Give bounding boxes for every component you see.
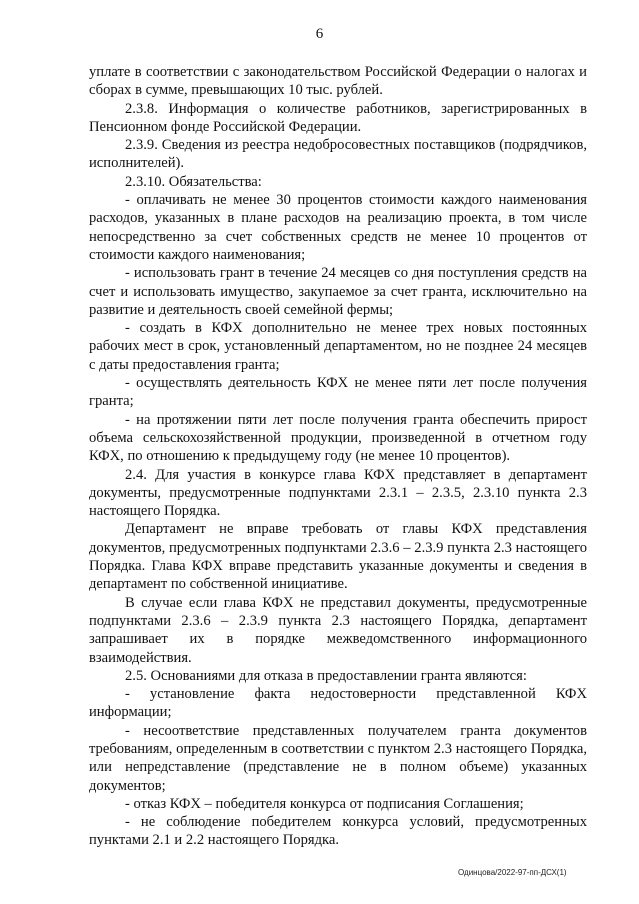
document-body [89, 63, 587, 850]
paragraph: 2.3.9. Сведения из реестра недобросовестных поставщиков (подрядчиков, исполнителей). [89, 137, 587, 172]
list-item: - создать в КФХ дополнительно не менее трех новых постоянных рабочих мест в срок, установленный департаментом, но не позднее 24 месяцев с даты предоставления гранта; [89, 320, 587, 373]
paragraph: уплате в соответствии с законодательством Российской Федерации о налогах и сборах в сумме, превышающих 10 тыс. рублей. [89, 64, 587, 99]
list-item: - установление факта недостоверности представленной КФХ информации; [89, 686, 587, 721]
paragraph: Департамент не вправе требовать от главы КФХ представления документов, предусмотренных подпунктами 2.3.6 – 2.3.9 пункта 2.3 настоящего Порядка. Глава КФХ вправе представить указанные документы и сведения в департамент по собственной инициативе. [89, 521, 587, 593]
list-item: - отказ КФХ – победителя конкурса от подписания Соглашения; [125, 795, 524, 812]
list-item: - использовать грант в течение 24 месяцев со дня поступления средств на счет и использовать имущество, закупаемое за счет гранта, исключительно на развитие и деятельность своей семейной фермы; [89, 265, 587, 318]
paragraph: В случае если глава КФХ не представил документы, предусмотренные подпунктами 2.3.6 – 2.3.9 пункта 2.3 настоящего Порядка, департамент запрашивает их в порядке межведомственного информационного взаимодействия. [89, 594, 587, 666]
list-item: - оплачивать не менее 30 процентов стоимости каждого наименования расходов, указанных в плане расходов на реализацию проекта, в том числе непосредственно за счет собственных средств не менее 10 процентов от стоимости каждого наименования; [89, 192, 587, 263]
document-footer-code: Одинцова/2022-97-пп-ДСХ(1) [458, 868, 567, 877]
list-item: - несоответствие представленных получателем гранта документов требованиям, определенным в соответствии с пунктом 2.3 настоящего Порядка, или непредставление (представление не в полном объеме) указанных документов; [89, 722, 587, 794]
paragraph: 2.3.10. Обязательства: [125, 173, 262, 190]
list-item: - осуществлять деятельность КФХ не менее пяти лет после получения гранта; [89, 375, 587, 410]
list-item: - не соблюдение победителем конкурса условий, предусмотренных пунктами 2.1 и 2.2 настоящего Порядка. [89, 814, 587, 849]
list-item: - на протяжении пяти лет после получения гранта обеспечить прирост объема сельскохозяйственной продукции, произведенной в отчетном году КФХ, по отношению к предыдущему году (не менее 10 процентов). [89, 411, 587, 465]
page-number: 6 [315, 26, 324, 42]
paragraph: 2.5. Основаниями для отказа в предоставлении гранта являются: [125, 667, 527, 684]
paragraph: 2.4. Для участия в конкурсе глава КФХ представляет в департамент документы, предусмотренные подпунктами 2.3.1 – 2.3.5, 2.3.10 пункта 2.3 настоящего Порядка. [89, 466, 587, 520]
paragraph: 2.3.8. Информация о количестве работников, зарегистрированных в Пенсионном фонде Российской Федерации. [89, 100, 587, 135]
